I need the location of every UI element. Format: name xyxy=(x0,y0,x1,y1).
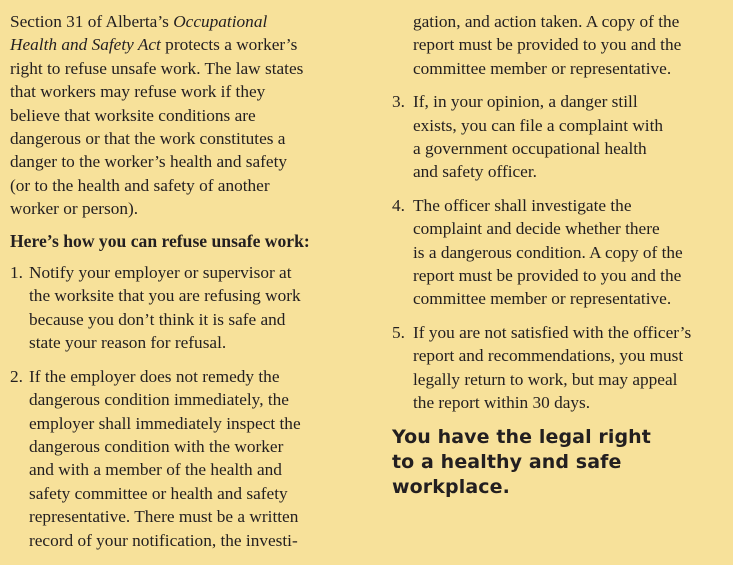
intro-line: dangerous or that the work constitutes a xyxy=(10,129,286,149)
step-line: is a dangerous condition. A copy of the xyxy=(413,242,683,262)
step-line: record of your notification, the investi- xyxy=(29,530,298,550)
step-line: safety committee or health and safety xyxy=(29,483,288,503)
intro-line: right to refuse unsafe work. The law states xyxy=(10,58,304,78)
step-2-continued xyxy=(392,10,728,80)
intro-paragraph xyxy=(10,10,365,221)
step-line: state your reason for refusal. xyxy=(29,333,227,353)
step-number: 1. xyxy=(10,263,23,283)
intro-line: (or to the health and safety of another xyxy=(10,175,270,195)
legal-right-callout xyxy=(392,425,728,500)
step-number: 5. xyxy=(392,322,405,342)
intro-line: worker or person). xyxy=(10,199,139,219)
step-line: If, in your opinion, a danger still xyxy=(413,92,638,112)
step-line: If you are not satisfied with the officer’s xyxy=(413,322,692,342)
step-line: exists, you can file a complaint with xyxy=(413,115,664,135)
intro-text: protects a worker’s xyxy=(160,35,298,55)
step-3 xyxy=(392,90,728,184)
step-line: representative. There must be a written xyxy=(29,507,299,527)
callout-line: You have the legal right xyxy=(392,425,651,448)
intro-line: danger to the worker’s health and safety xyxy=(10,152,288,172)
step-1 xyxy=(10,261,365,355)
steps-heading: Here’s how you can refuse unsafe work: xyxy=(10,230,310,251)
step-line: dangerous condition with the worker xyxy=(29,436,284,456)
step-line: because you don’t think it is safe and xyxy=(29,309,286,329)
step-line: the report within 30 days. xyxy=(413,393,591,413)
act-title-text: Occupational xyxy=(173,12,268,31)
step-line: The officer shall investigate the xyxy=(413,195,632,215)
step-line: report must be provided to you and the xyxy=(413,35,682,55)
step-number: 4. xyxy=(392,195,405,215)
intro-text: Section 31 of Alberta’s xyxy=(10,12,174,31)
intro-line: believe that worksite conditions are xyxy=(10,105,256,125)
step-line: a government occupational health xyxy=(413,139,647,159)
step-line: complaint and decide whether there xyxy=(413,219,660,239)
step-line: dangerous condition immediately, the xyxy=(29,390,289,410)
step-line: report and recommendations, you must xyxy=(413,346,684,366)
step-line: If the employer does not remedy the xyxy=(29,366,280,386)
right-column xyxy=(392,10,728,500)
act-title-text: Health and Safety Act xyxy=(10,35,161,55)
step-number: 3. xyxy=(392,92,405,112)
step-line: committee member or representative. xyxy=(413,289,672,309)
step-line: and safety officer. xyxy=(413,162,537,182)
step-line: the worksite that you are refusing work xyxy=(29,286,301,306)
step-2 xyxy=(10,365,365,552)
step-line: Notify your employer or supervisor at xyxy=(29,263,292,283)
step-line: employer shall immediately inspect the xyxy=(29,413,301,433)
left-column xyxy=(10,10,365,562)
step-number: 2. xyxy=(10,366,23,386)
intro-line: that workers may refuse work if they xyxy=(10,82,266,102)
step-5 xyxy=(392,321,728,415)
callout-line: to a healthy and safe xyxy=(392,450,622,473)
step-4 xyxy=(392,194,728,311)
step-line: committee member or representative. xyxy=(413,58,672,78)
step-line: and with a member of the health and xyxy=(29,460,282,480)
step-line: legally return to work, but may appeal xyxy=(413,369,678,389)
callout-line: workplace. xyxy=(392,475,510,498)
step-line: report must be provided to you and the xyxy=(413,266,682,286)
step-line: gation, and action taken. A copy of the xyxy=(413,12,680,31)
